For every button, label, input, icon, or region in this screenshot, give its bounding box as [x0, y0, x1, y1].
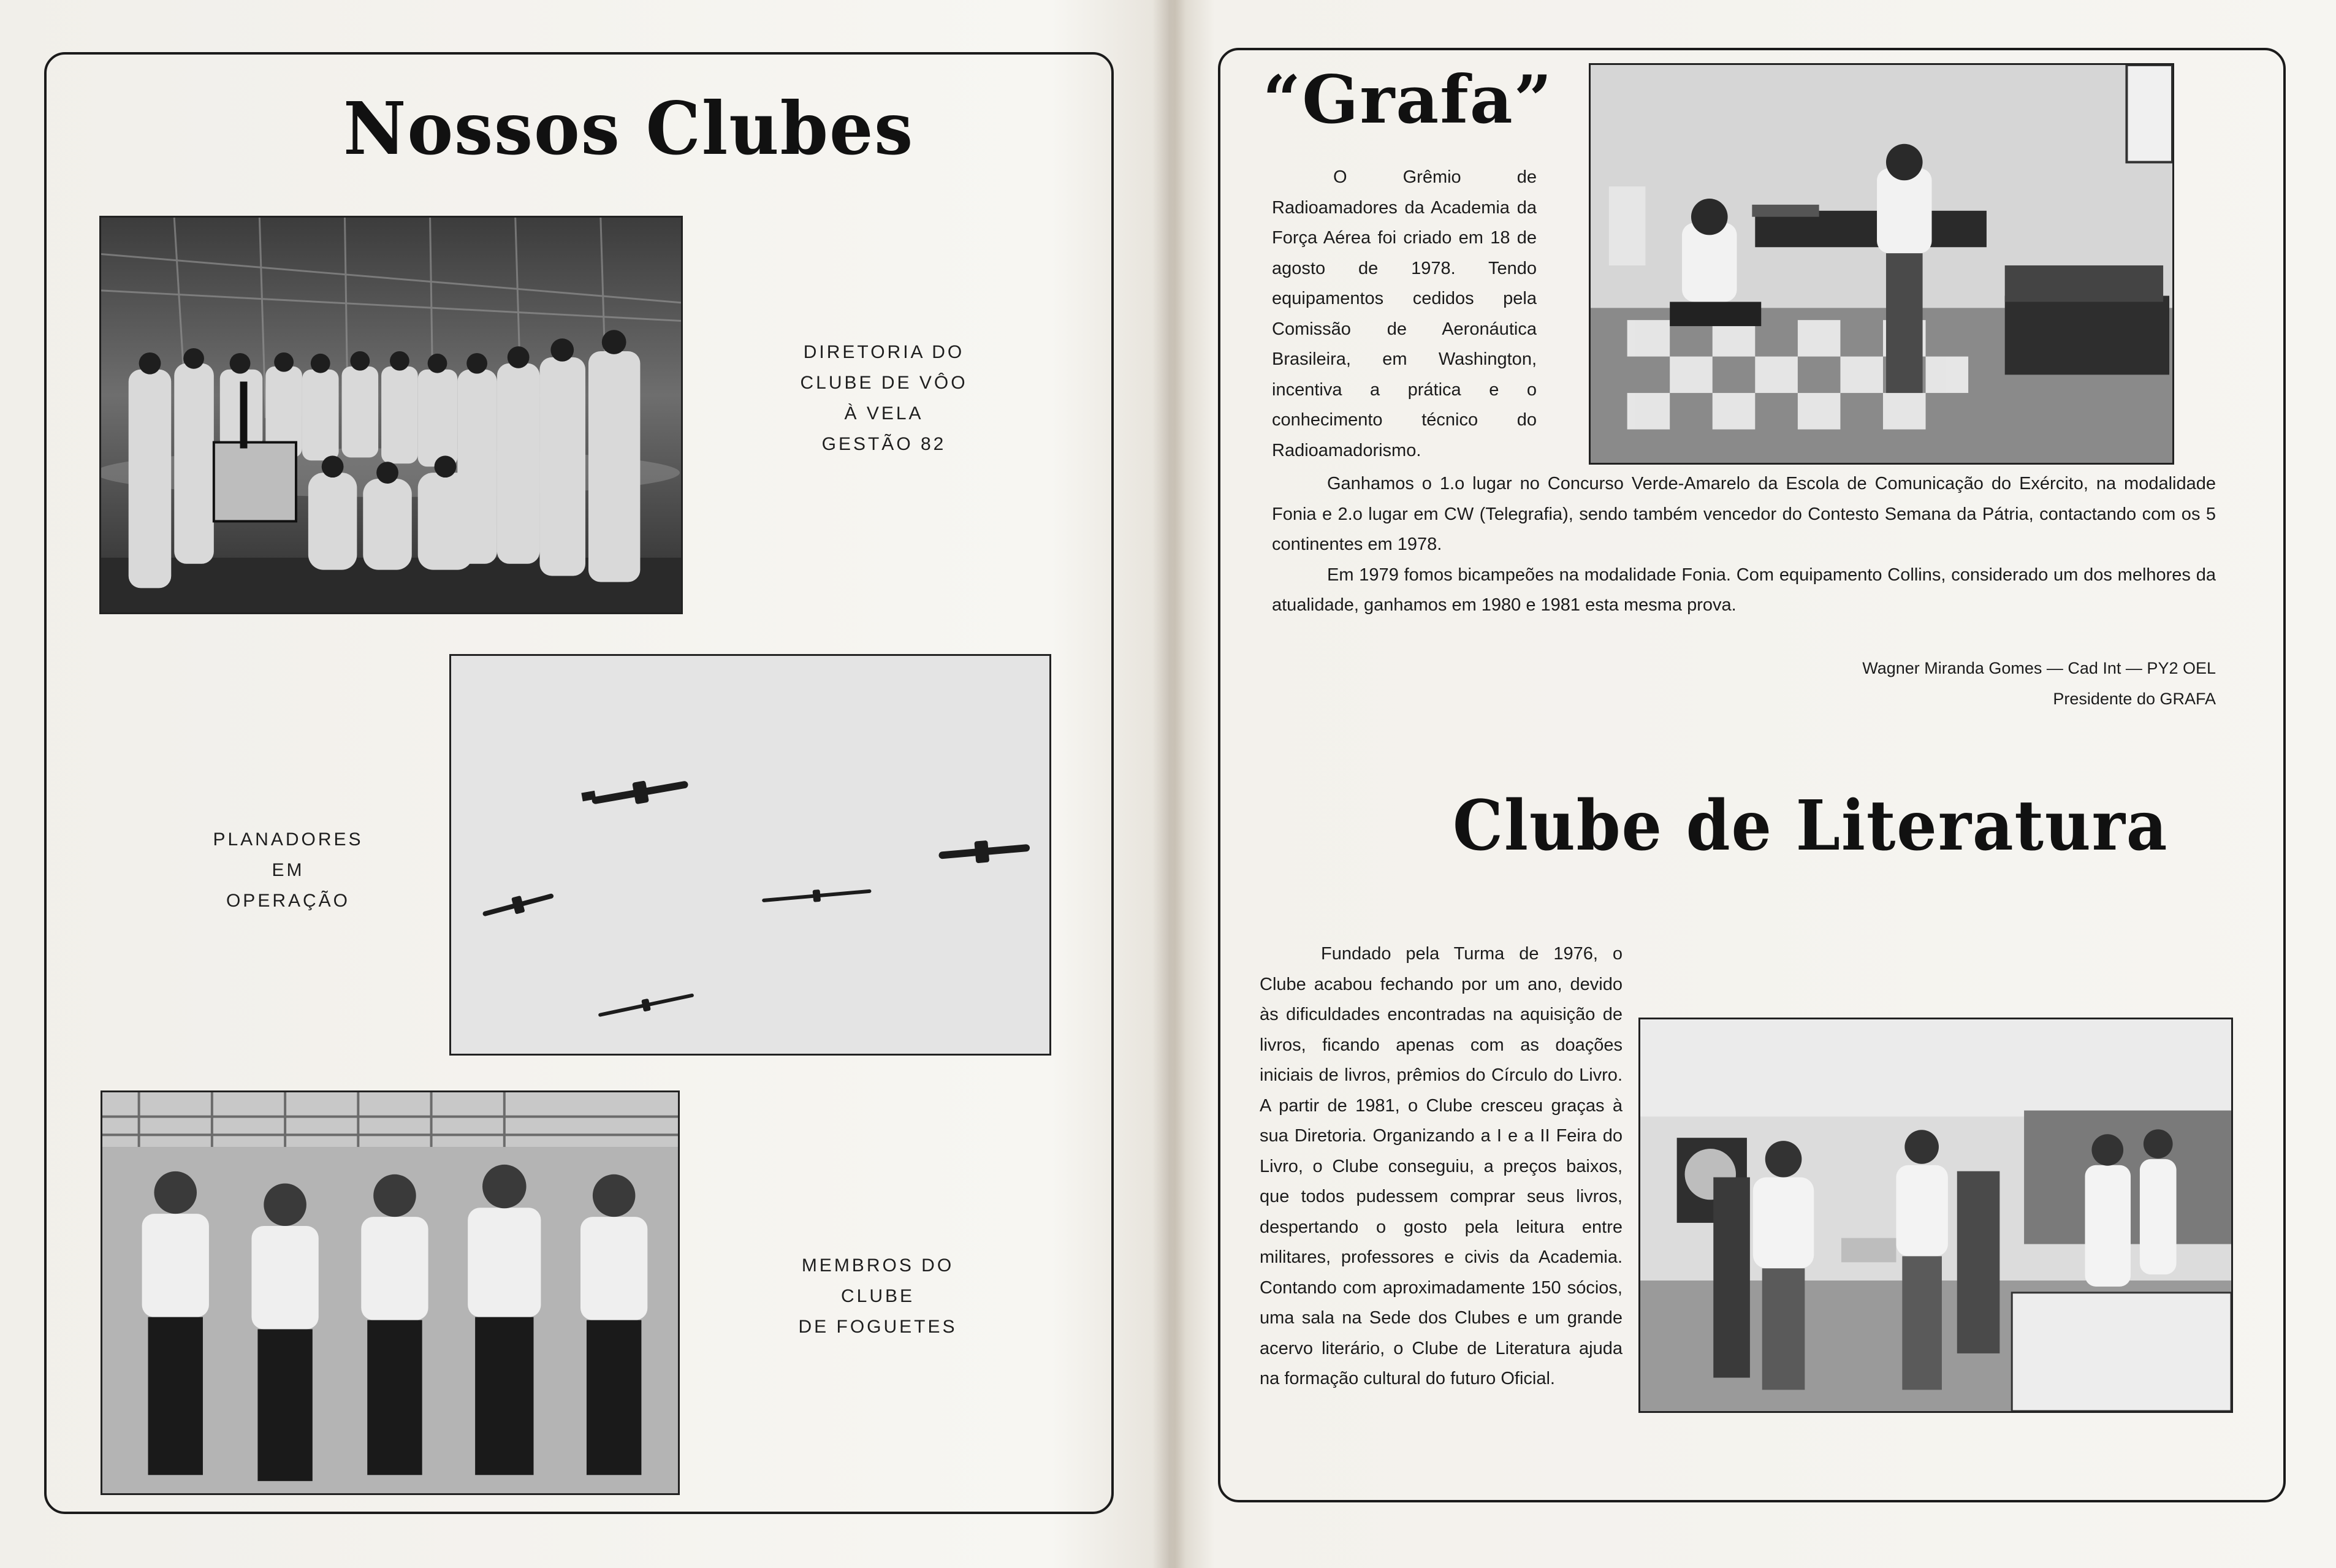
photo-membros-clube-foguetes [101, 1090, 680, 1495]
caption-diretoria: DIRETORIA DO CLUBE DE VÔO À VELA GESTÃO 82 [800, 342, 968, 454]
page-gutter [1152, 0, 1186, 1568]
literatura-title: Clube de Literatura [1453, 786, 2169, 866]
grafa-paragraph-3: Em 1979 fomos bicampeões na modalidade Fonia. Com equipamento Collins, considerado um dos melhores da atualidade, ganhamos em 1980 e 1981 esta mesma prova. [1272, 565, 2216, 615]
photo-diretoria-clube-voo-a-vela [99, 216, 683, 614]
grafa-title: “Grafa” [1263, 61, 1553, 139]
grafa-signature [1578, 653, 2216, 714]
grafa-body-text [1272, 469, 2216, 621]
caption-planadores: PLANADORES EM OPERAÇÃO [213, 829, 363, 911]
grafa-paragraph-2: Ganhamos o 1.o lugar no Concurso Verde-Amarelo da Escola de Comunicação do Exército, na modalidade Fonia e 2.o lugar em CW (Telegrafia), sendo também vencedor do Contesto Semana da Pátria, contactando com os 5 continentes em 1978. [1272, 474, 2216, 554]
literatura-text: Fundado pela Turma de 1976, o Clube acabou fechando por um ano, devido às dificuldades encontradas na aquisição de livros, ficando apenas com as doações iniciais de livros, prêmios do Círculo do Livro. A partir de 1981, o Clube cresceu graças à sua Diretoria. Organizando a I e a II Feira do Livro, o Clube conseguiu, a preços baixos, que todos pudessem comprar seus livros, despertando o gosto pela leitura entre militares, professores e civis da Academia. Contando com aproximadamente 150 sócios, uma sala na Sede dos Clubes e um grande acervo literário, o Clube de Literatura ajuda na formação cultural do futuro Oficial. [1260, 944, 1623, 1388]
photo-clube-literatura-feira-livro [1638, 1018, 2233, 1413]
left-page-title: Nossos Clubes [343, 86, 915, 171]
signature-role: Presidente do GRAFA [2053, 690, 2216, 708]
photo-planadores-em-operacao [449, 654, 1051, 1056]
photo-grafa-radio-room [1589, 63, 2174, 465]
grafa-column-text: O Grêmio de Radioamadores da Academia da Força Aérea foi criado em 18 de agosto de 1978. Tendo equipamentos cedidos pela Comissão de Aeronáutica Brasileira, em Washington, incentiva a prática e o conhecimento técnico do Radioamadorismo. [1272, 167, 1537, 460]
caption-membros: MEMBROS DO CLUBE DE FOGUETES [798, 1255, 957, 1337]
signature-name: Wagner Miranda Gomes — Cad Int — PY2 OEL [1862, 659, 2216, 677]
